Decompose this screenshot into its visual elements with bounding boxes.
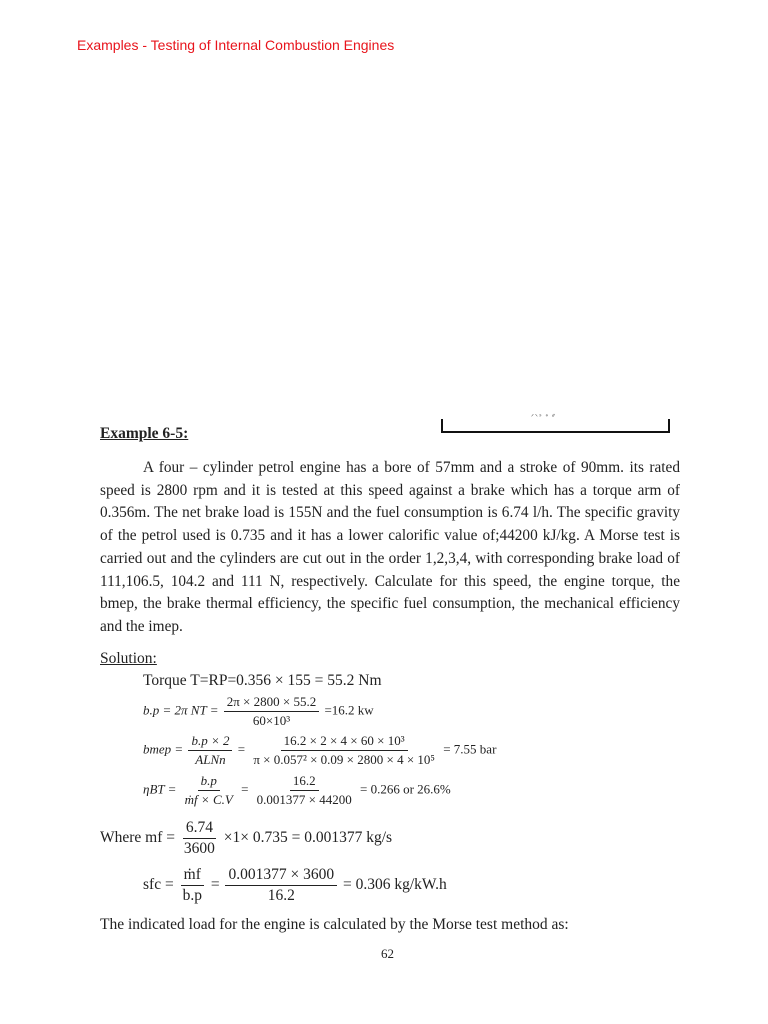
eta-fraction-1 [182, 773, 236, 808]
page-number: 62 [381, 946, 394, 961]
figure-fragment [441, 413, 670, 433]
mf-numerator: 6.74 [183, 819, 216, 839]
eta-lhs: ηBT = [143, 781, 177, 797]
eta-denominator-1: ṁf × C.V [184, 792, 233, 807]
sfc-denominator-2: 16.2 [267, 887, 295, 904]
sfc-lhs: sfc = [143, 876, 174, 894]
bp-lhs: b.p = 2π NT = [143, 702, 219, 718]
eta-numerator-1: b.p [198, 773, 220, 791]
sfc-numerator-2: 0.001377 × 3600 [225, 866, 337, 886]
bp-numerator: 2π × 2800 × 55.2 [224, 694, 319, 712]
bmep-result: = 7.55 bar [443, 741, 497, 757]
example-title: Example 6-5: [100, 425, 189, 442]
thermal-efficiency-equation [143, 773, 451, 808]
sfc-result: = 0.306 kg/kW.h [342, 876, 447, 894]
bmep-lhs: bmep = [143, 741, 184, 757]
brake-power-equation [143, 694, 374, 729]
sfc-numerator-1: ṁf [181, 866, 204, 886]
figure-fragment-text: ᐟᐠᐣ ᐤ ᐥ [531, 413, 557, 421]
mf-result: ×1× 0.735 = 0.001377 kg/s [223, 829, 393, 847]
eta-result: = 0.266 or 26.6% [360, 781, 451, 797]
sfc-fraction-2 [225, 866, 337, 905]
morse-test-intro: The indicated load for the engine is calculated by the Morse test method as: [100, 916, 569, 933]
problem-statement [100, 457, 680, 639]
bmep-numerator-1: b.p × 2 [188, 733, 232, 751]
fuel-mass-flow-equation [100, 819, 392, 858]
torque-equation: Torque T=RP=0.356 × 155 = 55.2 Nm [143, 672, 382, 689]
sfc-fraction-1 [180, 866, 205, 905]
bmep-fraction-2 [250, 733, 438, 768]
bp-result: =16.2 kw [324, 702, 374, 718]
eta-equals: = [241, 781, 249, 797]
bp-denominator: 60×10³ [252, 713, 291, 728]
sfc-equals: = [210, 876, 220, 894]
bmep-equals: = [237, 741, 246, 757]
bmep-numerator-2: 16.2 × 2 × 4 × 60 × 10³ [281, 733, 408, 751]
page-header: Examples - Testing of Internal Combustion Engines [77, 37, 395, 53]
sfc-equation [143, 866, 447, 905]
sfc-denominator-1: b.p [182, 887, 202, 904]
bp-fraction [224, 694, 319, 729]
solution-label: Solution: [100, 650, 157, 667]
bmep-denominator-1: ALNn [195, 752, 226, 767]
bmep-denominator-2: π × 0.057² × 0.09 × 2800 × 4 × 10⁵ [253, 752, 435, 767]
mf-fraction [181, 819, 218, 858]
mf-denominator: 3600 [183, 840, 215, 857]
bmep-fraction-1 [188, 733, 232, 768]
eta-fraction-2 [254, 773, 355, 808]
problem-text: A four – cylinder petrol engine has a bore of 57mm and a stroke of 90mm. its rated speed is 2800 rpm and it is tested at this speed against a brake which has a torque arm of 0.356m. The net brake load is 155N and the fuel consumption is 6.74 l/h. The specific gravity of the petrol used is 0.735 and it has a lower calorific value of;44200 kJ/kg. A Morse test is carried out and the cylinders are cut out in the order 1,2,3,4, with corresponding brake load of 111,106.5, 104.2 and 111 N, respectively. Calculate for this speed, the engine torque, the bmep, the brake thermal efficiency, the specific fuel consumption, the mechanical efficiency and the imep. [100, 459, 680, 635]
mf-lhs: Where mf = [100, 829, 176, 847]
eta-numerator-2: 16.2 [290, 773, 319, 791]
bmep-equation [143, 733, 496, 768]
eta-denominator-2: 0.001377 × 44200 [256, 792, 352, 807]
